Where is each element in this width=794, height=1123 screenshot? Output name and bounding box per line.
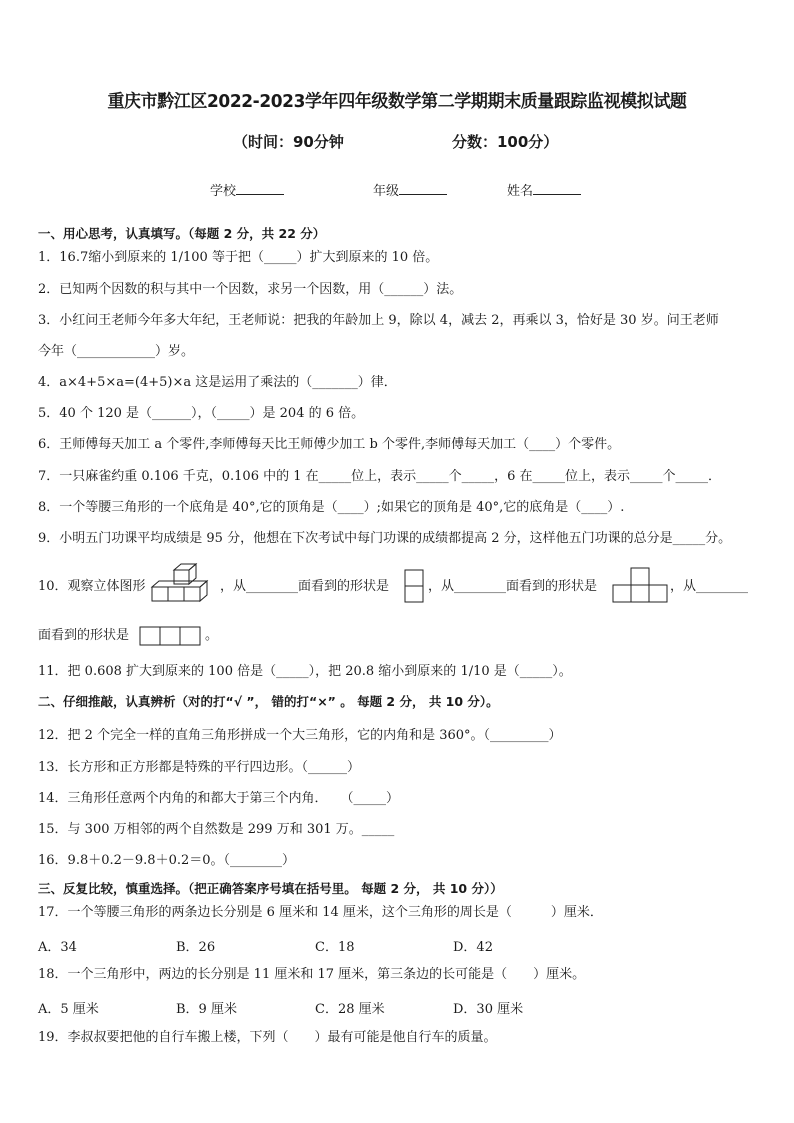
section-2-heading: 二、仔细推敲，认真辨析（对的打“√ ”， 错的打“×” 。 每题 2 分， 共 10 分）。 [38, 694, 499, 709]
solid-figure [150, 563, 220, 611]
question-12: 12．把 2 个完全一样的直角三角形拼成一个大三角形，它的内角和是 360°。（_________） [38, 728, 562, 743]
section-1-heading: 一、用心思考，认真填写。（每题 2 分，共 22 分） [38, 226, 326, 241]
question-10-view-3-end: 面看到的形状是 [38, 628, 130, 643]
question-16: 16．9.8＋0.2－9.8＋0.2＝0。（________） [38, 853, 296, 868]
question-6: 6．王师傅每天加工 a 个零件,李师傅每天比王师傅少加工 b 个零件,李师傅每天加工（____）个零件。 [38, 437, 621, 452]
school-blank[interactable] [236, 182, 284, 195]
question-2: 2．已知两个因数的积与其中一个因数，求另一个因数，用（______）法。 [38, 282, 463, 297]
view-shape-row [138, 625, 204, 649]
question-13: 13．长方形和正方形都是特殊的平行四边形。（______） [38, 760, 361, 775]
question-10-intro: 10．观察立体图形 [38, 579, 146, 594]
exam-title: 重庆市黔江区2022-2023学年四年级数学第二学期期末质量跟踪监视模拟试题 [107, 92, 687, 112]
question-9: 9．小明五门功课平均成绩是 95 分，他想在下次考试中每门功课的成绩都提高 2 分，这样他五门功课的总分是_____分。 [38, 531, 732, 546]
section-3-heading: 三、反复比较，慎重选择。（把正确答案序号填在括号里。 每题 2 分， 共 10 分）） [38, 881, 503, 896]
q18-option-a[interactable]: A．5 厘米 [38, 1002, 99, 1017]
question-19: 19．李叔叔要把他的自行车搬上楼，下列（ ）最有可能是他自行车的质量。 [38, 1030, 497, 1045]
q18-option-b[interactable]: B．9 厘米 [176, 1002, 237, 1017]
question-10-view-1-text: ，从________面看到的形状是 [220, 579, 390, 594]
question-10-view-2-text: ，从________面看到的形状是 [428, 579, 598, 594]
school-label: 学校 [210, 184, 237, 199]
q17-option-c[interactable]: C．18 [315, 940, 355, 955]
question-17: 17．一个等腰三角形的两条边长分别是 6 厘米和 14 厘米，这个三角形的周长是（ ）厘米． [38, 905, 603, 920]
name-field [507, 180, 581, 199]
question-18: 18．一个三角形中，两边的长分别是 11 厘米和 17 厘米，第三条边的长可能是（ ）厘米。 [38, 967, 586, 982]
grade-label: 年级 [373, 184, 400, 199]
view-shape-vertical [403, 568, 427, 606]
question-11: 11．把 0.608 扩大到原来的 100 倍是（_____），把 20.8 缩小到原来的 1/10 是（_____）。 [38, 664, 572, 679]
question-4: 4．a×4+5×a=(4+5)×a 这是运用了乘法的（_______）律． [38, 375, 397, 390]
school-field [210, 180, 284, 199]
question-3-line-1: 3．小红问王老师今年多大年纪，王老师说：把我的年龄加上 9，除以 4，减去 2，再乘以 3，恰好是 30 岁。问王老师 [38, 313, 719, 328]
question-5: 5．40 个 120 是（______），（_____）是 204 的 6 倍。 [38, 406, 365, 421]
question-10-period: 。 [205, 628, 219, 643]
question-8: 8．一个等腰三角形的一个底角是 40°,它的顶角是（____）;如果它的顶角是 40°,它的底角是（____）. [38, 500, 625, 515]
question-14: 14．三角形任意两个内角的和都大于第三个内角． （_____） [38, 791, 400, 806]
q18-option-d[interactable]: D．30 厘米 [453, 1002, 524, 1017]
question-15: 15．与 300 万相邻的两个自然数是 299 万和 301 万。_____ [38, 822, 395, 837]
q17-option-a[interactable]: A．34 [38, 940, 77, 955]
q18-option-c[interactable]: C．28 厘米 [315, 1002, 385, 1017]
question-1: 1．16.7缩小到原来的 1/100 等于把（_____）扩大到原来的 10 倍。 [38, 250, 439, 265]
q17-option-b[interactable]: B．26 [176, 940, 216, 955]
exam-score: 分数：100分） [452, 133, 559, 151]
exam-time: （时间：90分钟 [233, 133, 344, 151]
question-3-line-2: 今年（____________）岁。 [38, 344, 195, 359]
grade-blank[interactable] [399, 182, 447, 195]
name-label: 姓名 [507, 184, 534, 199]
name-blank[interactable] [533, 182, 581, 195]
view-shape-t [612, 566, 670, 606]
question-10-view-3-text: ，从________ [670, 579, 749, 594]
q17-option-d[interactable]: D．42 [453, 940, 493, 955]
grade-field [373, 180, 447, 199]
question-7: 7．一只麻雀约重 0.106 千克，0.106 中的 1 在_____位上，表示_____个_____，6 在_____位上，表示_____个_____． [38, 469, 722, 484]
